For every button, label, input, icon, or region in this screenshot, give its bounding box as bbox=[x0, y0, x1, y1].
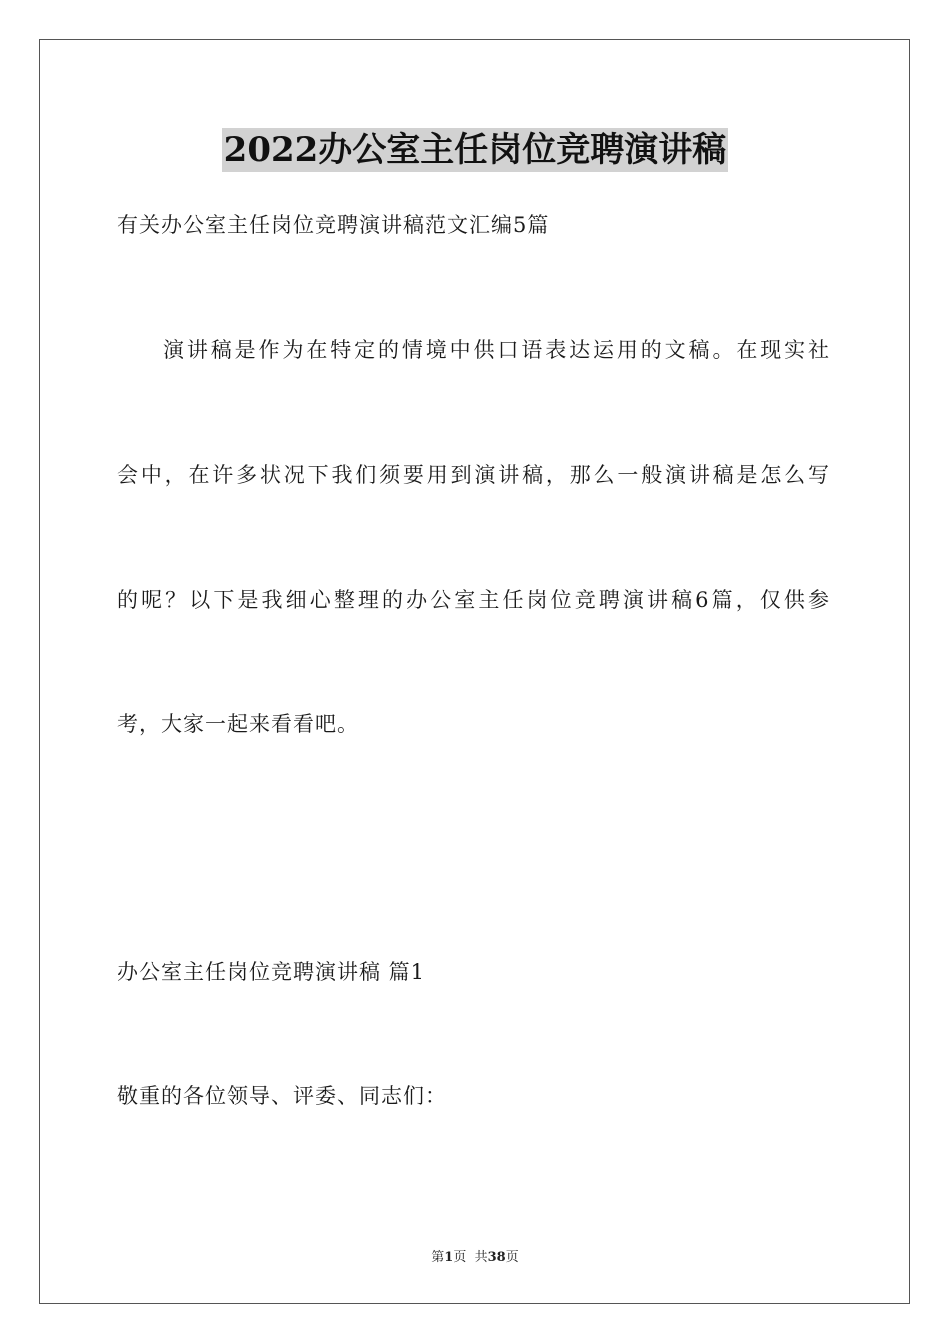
page-footer bbox=[0, 1246, 950, 1265]
intro-line-4: 考，大家一起来看看吧。 bbox=[117, 712, 359, 736]
intro-line-3: 的呢？以下是我细心整理的办公室主任岗位竞聘演讲稿6篇，仅供参 bbox=[117, 588, 830, 612]
footer-page-suffix: 页 bbox=[505, 1250, 519, 1265]
intro-line-2: 会中，在许多状况下我们须要用到演讲稿，那么一般演讲稿是怎么写 bbox=[117, 463, 830, 487]
document-subtitle: 有关办公室主任岗位竞聘演讲稿范文汇编5篇 bbox=[117, 213, 550, 237]
footer-page-current: 1 bbox=[444, 1250, 454, 1265]
salutation: 敬重的各位领导、评委、同志们： bbox=[117, 1084, 447, 1108]
footer-page-total: 38 bbox=[487, 1250, 506, 1265]
intro-line-1: 演讲稿是作为在特定的情境中供口语表达运用的文稿。在现实社 bbox=[163, 338, 830, 362]
footer-page-mid: 页 共 bbox=[453, 1250, 488, 1265]
footer-page-prefix: 第 bbox=[431, 1250, 445, 1265]
section-heading: 办公室主任岗位竞聘演讲稿 篇1 bbox=[117, 960, 426, 984]
title-container bbox=[0, 128, 950, 172]
document-title: 2022办公室主任岗位竞聘演讲稿 bbox=[223, 130, 727, 170]
